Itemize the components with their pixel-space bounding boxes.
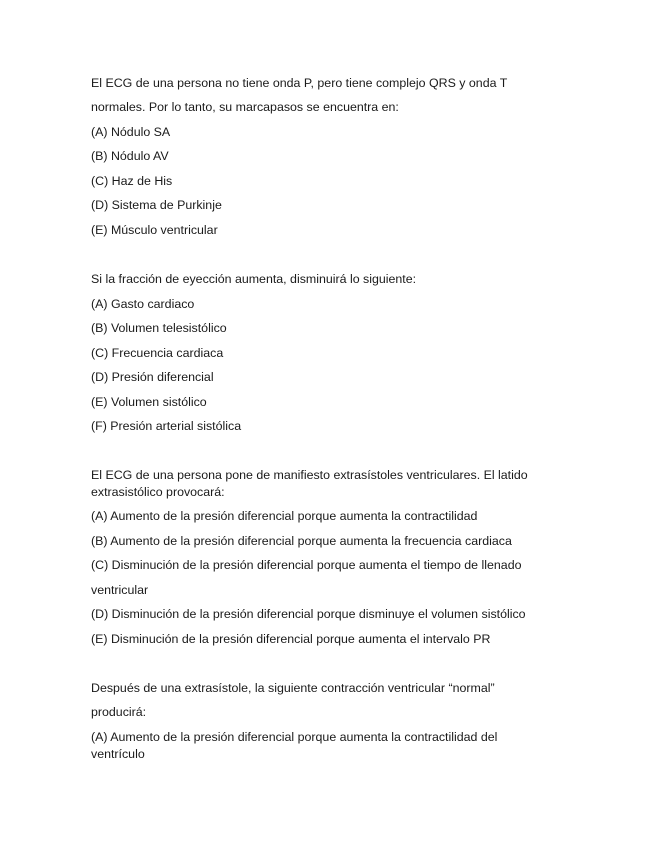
- question-4-stem-line-1: Después de una extrasístole, la siguiente contracción ventricular “normal”: [91, 681, 495, 695]
- question-3-option-c: (C) Disminución de la presión diferencial porque aumenta el tiempo de llenado: [91, 558, 522, 572]
- question-1-option-b: (B) Nódulo AV: [91, 149, 169, 163]
- question-1-option-c: (C) Haz de His: [91, 174, 173, 188]
- question-3-stem-line-2: extrasistólico provocará:: [91, 485, 225, 499]
- question-3-stem-line-1: El ECG de una persona pone de manifiesto extrasístoles ventriculares. El latido: [91, 468, 528, 482]
- question-4-option-a-continued: ventrículo: [91, 747, 145, 761]
- question-2-option-d: (D) Presión diferencial: [91, 370, 214, 384]
- question-2-option-a: (A) Gasto cardiaco: [91, 297, 195, 311]
- question-1-option-d: (D) Sistema de Purkinje: [91, 198, 222, 212]
- question-1-option-a: (A) Nódulo SA: [91, 125, 171, 139]
- question-4-stem-line-2: producirá:: [91, 705, 147, 719]
- question-2-option-c: (C) Frecuencia cardiaca: [91, 346, 224, 360]
- question-2-option-e: (E) Volumen sistólico: [91, 395, 207, 409]
- question-3-option-a: (A) Aumento de la presión diferencial porque aumenta la contractilidad: [91, 509, 478, 523]
- question-3-option-b: (B) Aumento de la presión diferencial porque aumenta la frecuencia cardiaca: [91, 534, 512, 548]
- question-3-option-d: (D) Disminución de la presión diferencial porque disminuye el volumen sistólico: [91, 607, 526, 621]
- question-1-stem-line-2: normales. Por lo tanto, su marcapasos se encuentra en:: [91, 100, 399, 114]
- question-3-option-e: (E) Disminución de la presión diferencial porque aumenta el intervalo PR: [91, 632, 491, 646]
- question-2-stem-line-1: Si la fracción de eyección aumenta, disminuirá lo siguiente:: [91, 272, 417, 286]
- question-4-option-a: (A) Aumento de la presión diferencial porque aumenta la contractilidad del: [91, 730, 498, 744]
- question-1-stem-line-1: El ECG de una persona no tiene onda P, pero tiene complejo QRS y onda T: [91, 76, 508, 90]
- question-2-option-f: (F) Presión arterial sistólica: [91, 419, 242, 433]
- question-3-option-c-continued: ventricular: [91, 583, 149, 597]
- question-2-option-b: (B) Volumen telesistólico: [91, 321, 227, 335]
- question-1-option-e: (E) Músculo ventricular: [91, 223, 218, 237]
